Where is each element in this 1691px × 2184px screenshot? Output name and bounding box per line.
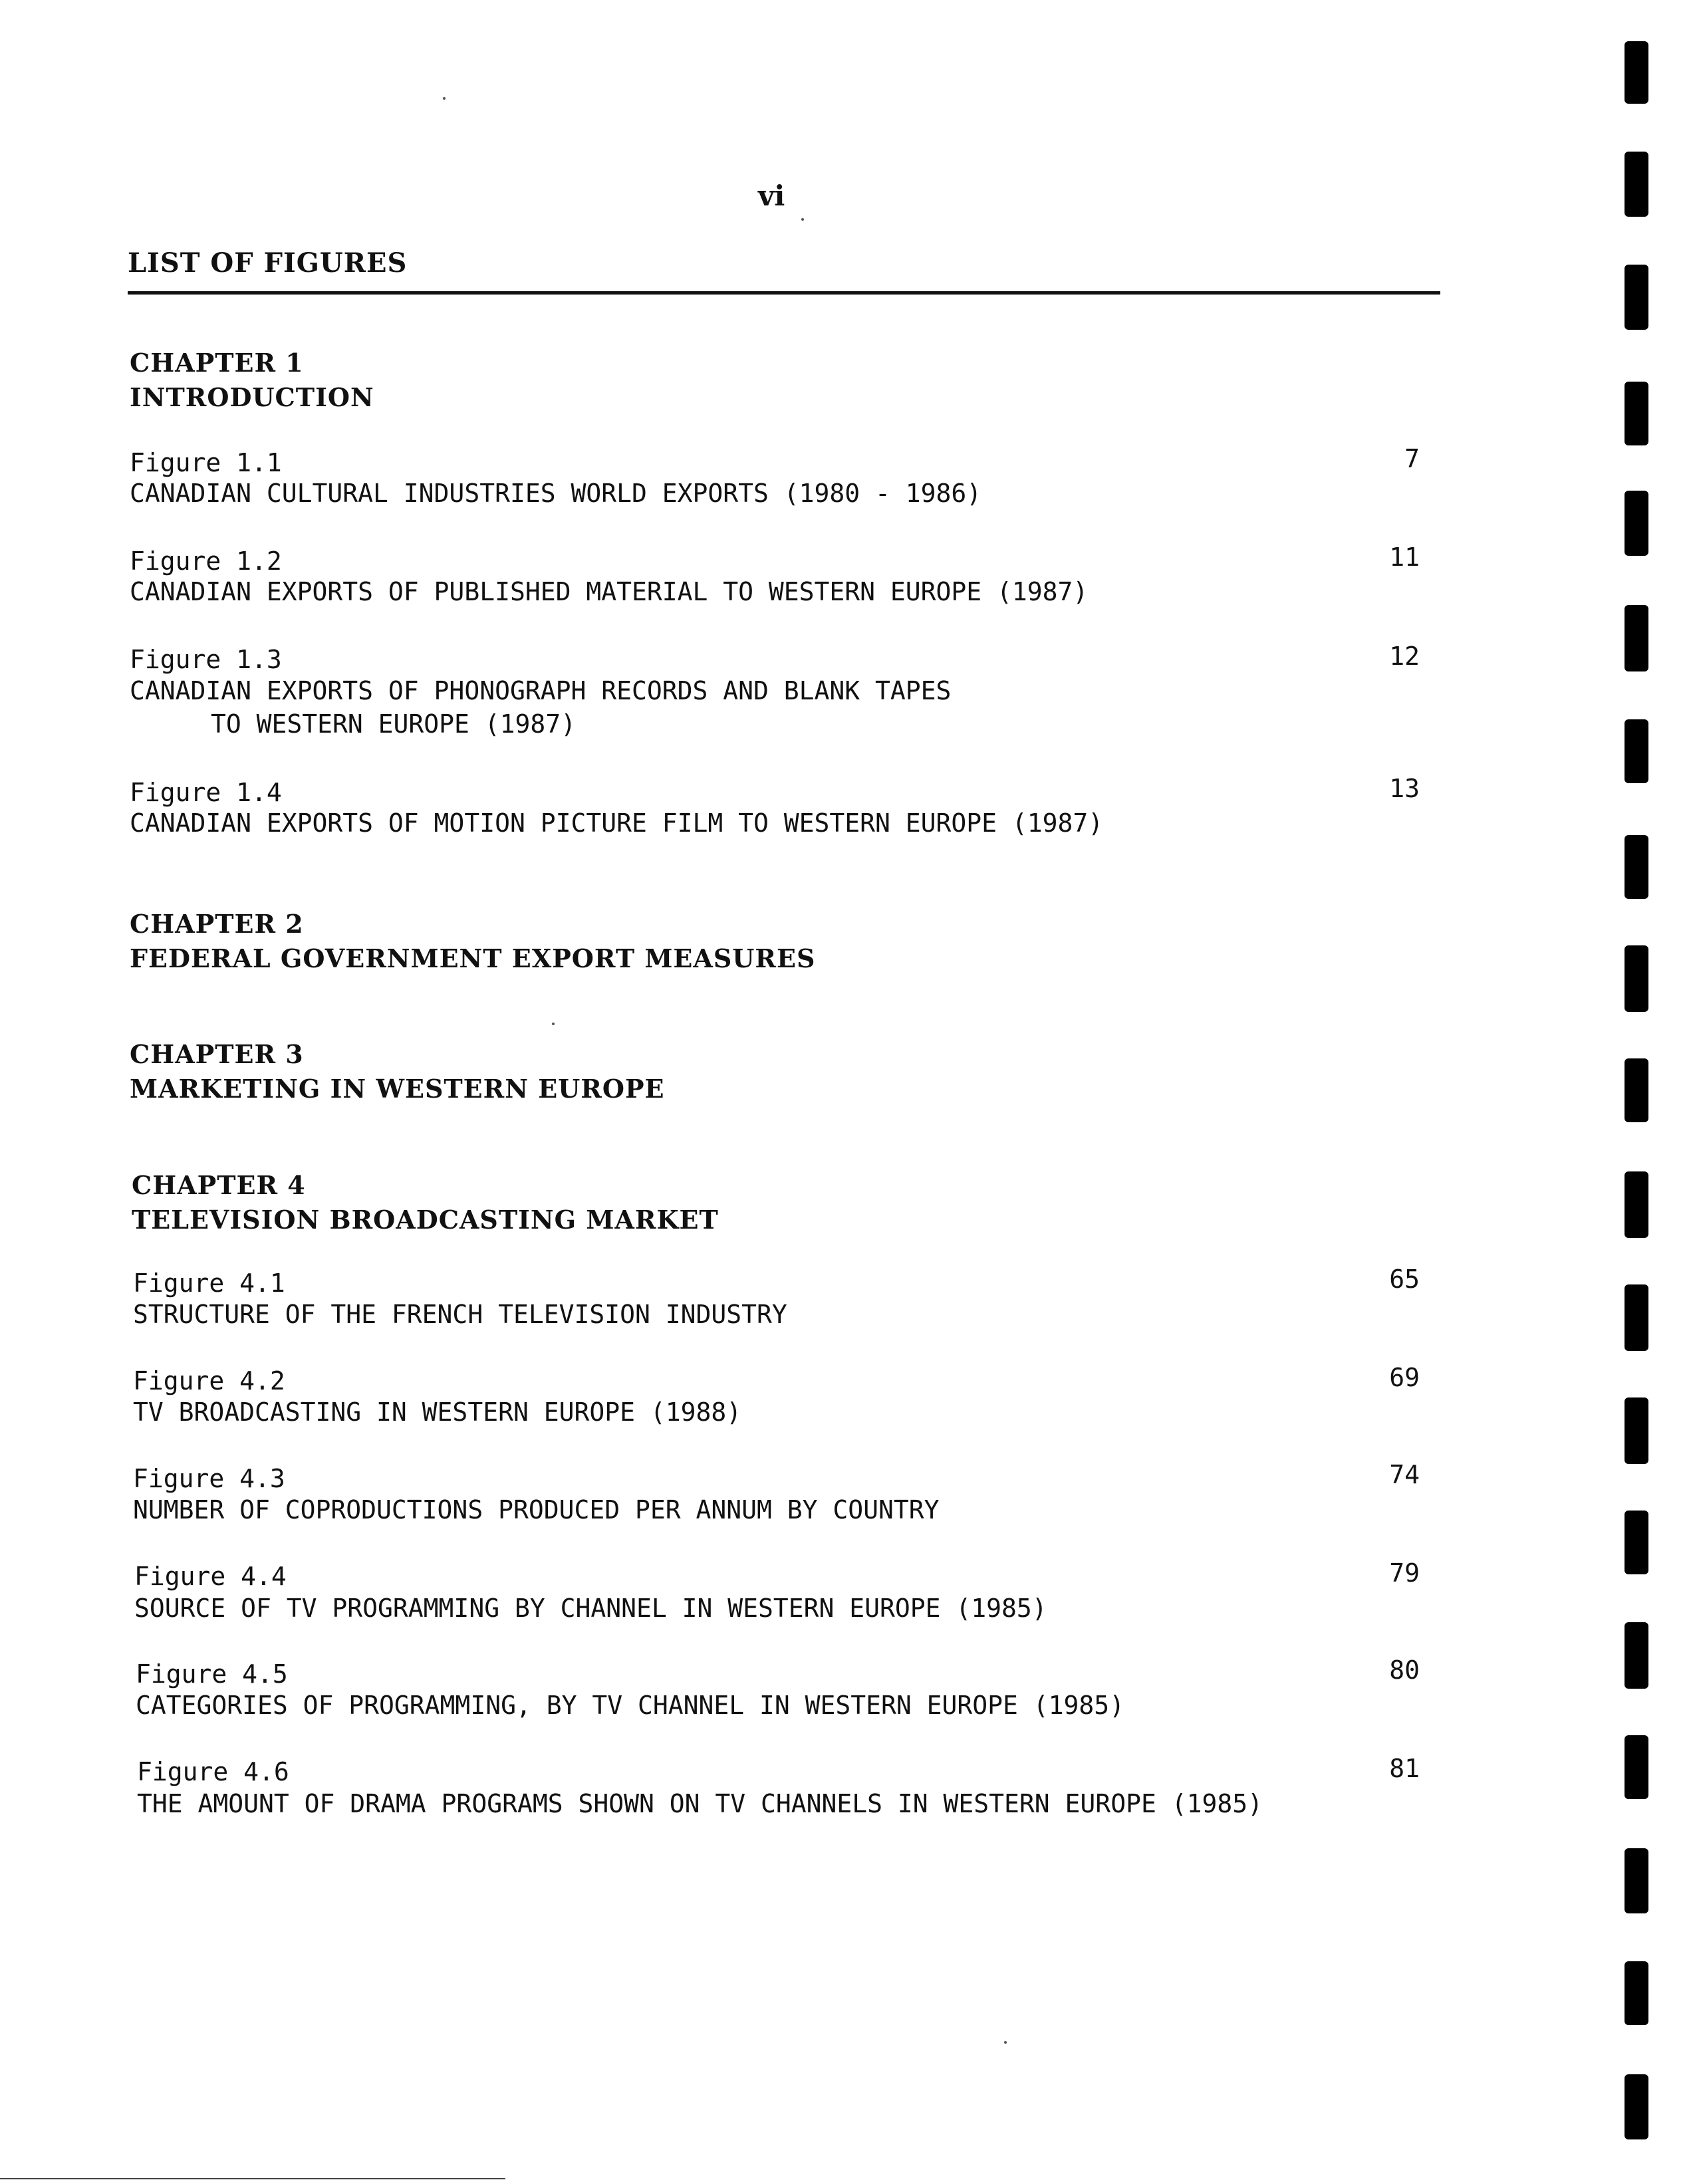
figure-caption (130, 806, 1103, 840)
binding-mark (1625, 1961, 1648, 2025)
scan-speck (1004, 2041, 1007, 2044)
chapter-number: CHAPTER 2 (130, 909, 304, 939)
binding-mark (1625, 2074, 1648, 2139)
binding-mark (1625, 1735, 1648, 1799)
binding-mark (1625, 1171, 1648, 1238)
page-number: vi (758, 180, 785, 212)
figure-label: Figure 4.3 (133, 1464, 285, 1493)
chapter-name: INTRODUCTION (130, 382, 374, 412)
binding-mark (1625, 945, 1648, 1012)
figure-caption (130, 575, 1088, 608)
binding-mark (1625, 1622, 1648, 1689)
scan-speck (443, 97, 446, 100)
figure-caption-line: CANADIAN EXPORTS OF PUBLISHED MATERIAL TO WESTERN EUROPE (1987) (130, 577, 1089, 606)
figure-caption (133, 1395, 741, 1429)
list-title: LIST OF FIGURES (128, 247, 408, 279)
chapter-number: CHAPTER 1 (130, 348, 304, 378)
binding-mark (1625, 1511, 1648, 1574)
figure-page-number: 7 (1404, 444, 1420, 473)
figure-caption-line: NUMBER OF COPRODUCTIONS PRODUCED PER ANNUM BY COUNTRY (133, 1495, 940, 1524)
binding-mark (1625, 1058, 1648, 1122)
figure-label: Figure 1.1 (130, 448, 282, 477)
figure-page-number: 74 (1389, 1460, 1420, 1489)
binding-mark (1625, 1848, 1648, 1913)
figure-page-number: 13 (1389, 774, 1420, 803)
binding-mark (1625, 835, 1648, 899)
figure-label: Figure 4.1 (133, 1269, 285, 1298)
title-divider (128, 291, 1440, 295)
chapter-heading (130, 907, 815, 976)
figure-caption-line: SOURCE OF TV PROGRAMMING BY CHANNEL IN WESTERN EUROPE (1985) (134, 1594, 1047, 1623)
figure-caption (137, 1787, 1263, 1820)
figure-caption-line: STRUCTURE OF THE FRENCH TELEVISION INDUSTRY (133, 1300, 787, 1329)
figure-label: Figure 1.2 (130, 546, 282, 576)
binding-mark (1625, 605, 1648, 671)
figure-label: Figure 1.3 (130, 645, 282, 674)
figure-caption (134, 1592, 1047, 1625)
chapter-heading (132, 1168, 719, 1237)
figure-caption (133, 1493, 940, 1526)
binding-mark (1625, 41, 1648, 104)
figure-caption-line: CANADIAN EXPORTS OF PHONOGRAPH RECORDS AND BLANK TAPES (130, 676, 952, 705)
figure-caption (130, 477, 981, 510)
figure-label: Figure 4.5 (136, 1659, 288, 1689)
chapter-name: TELEVISION BROADCASTING MARKET (132, 1205, 719, 1235)
binding-mark (1625, 1397, 1648, 1464)
figure-page-number: 80 (1389, 1655, 1420, 1685)
binding-mark (1625, 382, 1648, 445)
figure-label: Figure 4.2 (133, 1366, 285, 1395)
binding-mark (1625, 491, 1648, 556)
scan-speck (552, 1023, 555, 1025)
scan-speck (801, 218, 804, 221)
figure-page-number: 65 (1389, 1265, 1420, 1294)
chapter-name: FEDERAL GOVERNMENT EXPORT MEASURES (130, 943, 816, 973)
figure-page-number: 11 (1389, 543, 1420, 572)
bottom-edge-line (0, 2178, 505, 2179)
binding-mark (1625, 719, 1648, 783)
chapter-heading (130, 346, 374, 415)
figure-page-number: 79 (1389, 1558, 1420, 1588)
figure-caption-line: TV BROADCASTING IN WESTERN EUROPE (1988) (133, 1397, 742, 1427)
figure-caption-line: TO WESTERN EUROPE (1987) (211, 709, 577, 739)
figure-caption-line: THE AMOUNT OF DRAMA PROGRAMS SHOWN ON TV CHANNELS IN WESTERN EUROPE (1985) (137, 1789, 1263, 1818)
chapter-number: CHAPTER 3 (130, 1039, 304, 1069)
chapter-number: CHAPTER 4 (132, 1170, 306, 1200)
figure-caption-line: CANADIAN CULTURAL INDUSTRIES WORLD EXPORTS (1980 - 1986) (130, 479, 982, 508)
figure-caption-line: CANADIAN EXPORTS OF MOTION PICTURE FILM TO WESTERN EUROPE (1987) (130, 808, 1104, 838)
binding-mark (1625, 152, 1648, 217)
figure-caption (130, 674, 951, 741)
figure-page-number: 12 (1389, 642, 1420, 671)
figure-label: Figure 1.4 (130, 778, 282, 807)
binding-mark (1625, 265, 1648, 330)
figure-caption (133, 1298, 787, 1331)
figure-label: Figure 4.6 (137, 1757, 289, 1786)
figure-label: Figure 4.4 (134, 1562, 287, 1591)
binding-mark (1625, 1284, 1648, 1351)
figure-caption (136, 1689, 1124, 1722)
chapter-name: MARKETING IN WESTERN EUROPE (130, 1074, 665, 1104)
chapter-heading (130, 1037, 665, 1106)
figure-caption-line: CATEGORIES OF PROGRAMMING, BY TV CHANNEL IN WESTERN EUROPE (1985) (136, 1691, 1125, 1720)
figure-page-number: 81 (1389, 1754, 1420, 1783)
figure-page-number: 69 (1389, 1363, 1420, 1392)
